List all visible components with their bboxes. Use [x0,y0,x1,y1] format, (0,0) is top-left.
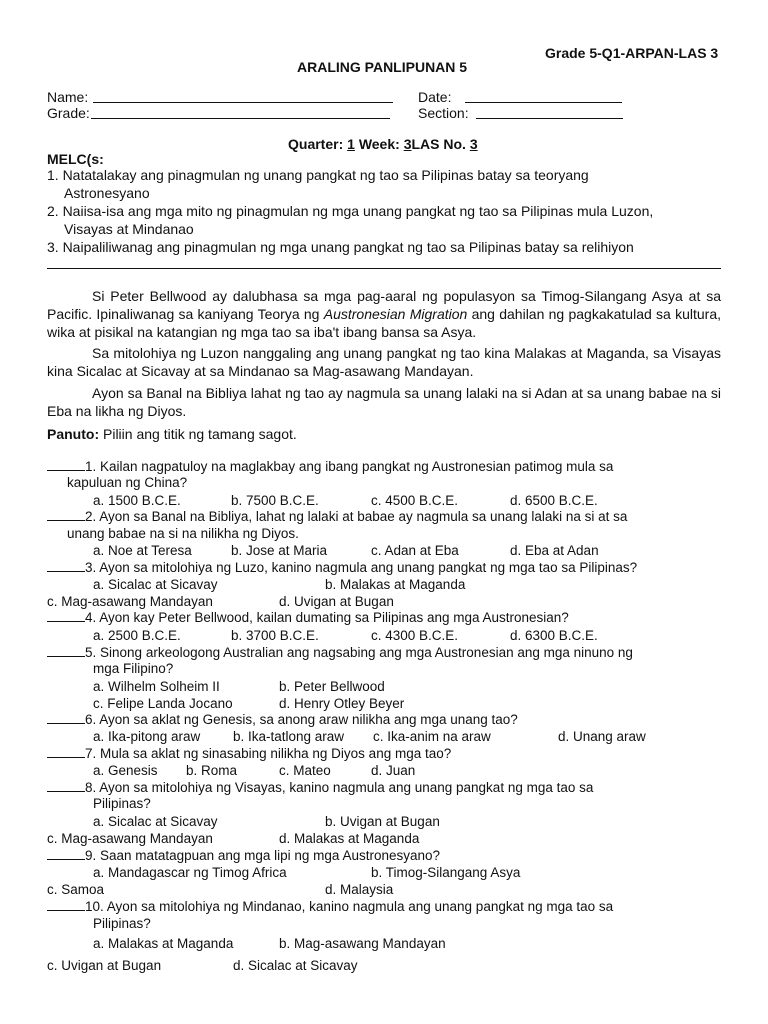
choice-a: a. Sicalac at Sicavay [93,577,218,592]
answer-blank[interactable] [47,712,85,724]
quarter-value: 1 [347,136,355,152]
las-value: 3 [469,136,478,152]
question-10: 10. Ayon sa mitolohiya ng Mindanao, kanino nagmula ang unang pangkat ng mga tao sa [47,898,613,915]
choice-d: d. Malakas at Maganda [279,831,420,846]
question-8-cont: Pilipinas? [93,796,151,811]
question-2: 2. Ayon sa Banal na Bibliya, lahat ng lalaki at babae ay nagmula sa unang lalaki na si at sa [47,508,627,525]
question-10-cont: Pilipinas? [93,916,151,931]
choice-d: d. Eba at Adan [510,543,599,558]
quarter-label: Quarter: [288,136,344,152]
choice-b: b. Uvigan at Bugan [325,814,440,829]
answer-blank[interactable] [47,645,85,657]
choice-a: a. Noe at Teresa [93,543,192,558]
choice-d: d. Unang araw [558,729,646,744]
question-1: 1. Kailan nagpatuloy na maglakbay ang ibang pangkat ng Austronesian patimog mula sa [47,458,613,475]
question-2-cont: unang babae na si na nilikha ng Diyos. [67,526,299,541]
melc-item-3: 3. Naipaliliwanag ang pinagmulan ng mga unang pangkat ng tao sa Pilipinas batay sa relihiyon [47,239,634,255]
date-field-line[interactable] [465,102,622,103]
choice-b: b. Jose at Maria [231,543,328,558]
choice-c: c. Felipe Landa Jocano [93,696,233,711]
choice-b: b. Malakas at Maganda [325,577,466,592]
answer-blank[interactable] [47,780,85,792]
question-5: 5. Sinong arkeologong Australian ang nagsabing ang mga Austronesian ang mga ninuno ng [47,644,633,661]
choice-c: c. Mateo [279,763,331,778]
choice-c: c. Mag-asawang Mandayan [47,594,213,609]
answer-blank[interactable] [47,560,85,572]
section-label: Section: [418,105,469,121]
name-label: Name: [47,89,89,105]
choice-d: d. Sicalac at Sicavay [233,958,358,973]
directions-label: Panuto: [47,426,100,442]
question-9: 9. Saan matatagpuan ang mga lipi ng mga Austronesyano? [47,847,440,864]
choice-a: a. Sicalac at Sicavay [93,814,218,829]
answer-blank[interactable] [47,509,85,521]
page-title: ARALING PANLIPUNAN 5 [297,59,468,75]
choice-c: c. Ika-anim na araw [373,729,491,744]
question-7: 7. Mula sa aklat ng sinasabing nilikha ng Diyos ang mga tao? [47,745,451,762]
question-3: 3. Ayon sa mitolohiya ng Luzo, kanino nagmula ang unang pangkat ng mga tao sa Pilipinas? [47,559,637,576]
week-label: Week: [358,136,400,152]
paragraph-bellwood: Si Peter Bellwood ay dalubhasa sa mga pag-aaral ng populasyon sa Timog-Silangang Asya at sa Pacific. Ipinaliwanag sa kaniyang Teorya ng Austronesian Migration ang dahilan ng pagkakatulad sa kultura, wika at pisikal na katangian ng mga tao sa iba't ibang bansa sa Asya. [47,288,722,340]
choice-c: c. 4500 B.C.E. [371,493,459,508]
choice-c: c. Uvigan at Bugan [47,958,162,973]
melc-item-1-cont: Astronesyano [64,185,150,201]
section-field-line[interactable] [476,118,623,119]
melc-heading: MELC(s: [47,151,104,167]
choice-d: d. 6300 B.C.E. [510,628,598,643]
document-code: Grade 5-Q1-ARPAN-LAS 3 [545,45,719,61]
choice-b: b. Mag-asawang Mandayan [279,936,446,951]
choice-a: a. Malakas at Maganda [93,936,234,951]
choice-d: d. 6500 B.C.E. [510,493,598,508]
choice-b: b. 7500 B.C.E. [231,493,319,508]
choice-a: a. Mandagascar ng Timog Africa [93,865,287,880]
grade-field-line[interactable] [91,118,390,119]
choice-c: c. Samoa [47,882,105,897]
choice-a: a. 1500 B.C.E. [93,493,181,508]
name-field-line[interactable] [93,102,393,103]
answer-blank[interactable] [47,610,85,622]
emphasis-term: Austronesian Migration [323,306,468,322]
directions-text: Piliin ang titik ng tamang sagot. [99,426,297,442]
answer-blank[interactable] [47,848,85,860]
melc-item-2-cont: Visayas at Mindanao [64,221,194,237]
choice-b: b. Timog-Silangang Asya [371,865,521,880]
choice-b: b. Roma [186,763,238,778]
paragraph-bible: Ayon sa Banal na Bibliya lahat ng tao ay nagmula sa unang lalaki na si Adan at sa unang babae na si Eba na likha ng Diyos. [47,385,721,419]
choice-b: b. Peter Bellwood [279,679,385,694]
date-label: Date: [418,89,452,105]
melc-item-2: 2. Naiisa-isa ang mga mito ng pinagmulan ng mga unang pangkat ng tao sa Pilipinas mula Luzon, [47,203,654,219]
paragraph-myths: Sa mitolohiya ng Luzon nanggaling ang unang pangkat ng tao kina Malakas at Maganda, sa Visayas kina Sicalac at Sicavay at sa Mindanao sa Mag-asawang Mandayan. [47,345,721,379]
las-label: LAS No. [411,136,466,152]
choice-c: c. 4300 B.C.E. [371,628,459,643]
question-5-cont: mga Filipino? [93,661,174,676]
choice-a: a. Ika-pitong araw [93,729,201,744]
choice-a: a. Genesis [93,763,158,778]
week-value: 3 [403,136,412,152]
choice-a: a. Wilhelm Solheim II [93,679,220,694]
choice-a: a. 2500 B.C.E. [93,628,181,643]
choice-b: b. 3700 B.C.E. [231,628,319,643]
grade-label: Grade: [47,105,90,121]
choice-c: c. Mag-asawang Mandayan [47,831,213,846]
answer-blank[interactable] [47,746,85,758]
melc-item-1: 1. Natatalakay ang pinagmulan ng unang pangkat ng tao sa Pilipinas batay sa teoryang [47,167,589,183]
section-divider [47,268,721,269]
question-6: 6. Ayon sa aklat ng Genesis, sa anong araw nilikha ang mga unang tao? [47,711,518,728]
question-1-cont: kapuluan ng China? [67,475,188,490]
choice-c: c. Adan at Eba [371,543,459,558]
choice-d: d. Malaysia [325,882,394,897]
directions [47,426,297,443]
choice-d: d. Henry Otley Beyer [279,696,405,711]
choice-b: b. Ika-tatlong araw [233,729,345,744]
answer-blank[interactable] [47,899,85,911]
question-8: 8. Ayon sa mitolohiya ng Visayas, kanino nagmula ang unang pangkat ng mga tao sa [47,779,593,796]
choice-d: d. Juan [371,763,416,778]
question-4: 4. Ayon kay Peter Bellwood, kailan dumating sa Pilipinas ang mga Austronesian? [47,609,569,626]
quarter-week-las [288,136,478,153]
choice-d: d. Uvigan at Bugan [279,594,394,609]
answer-blank[interactable] [47,459,85,471]
